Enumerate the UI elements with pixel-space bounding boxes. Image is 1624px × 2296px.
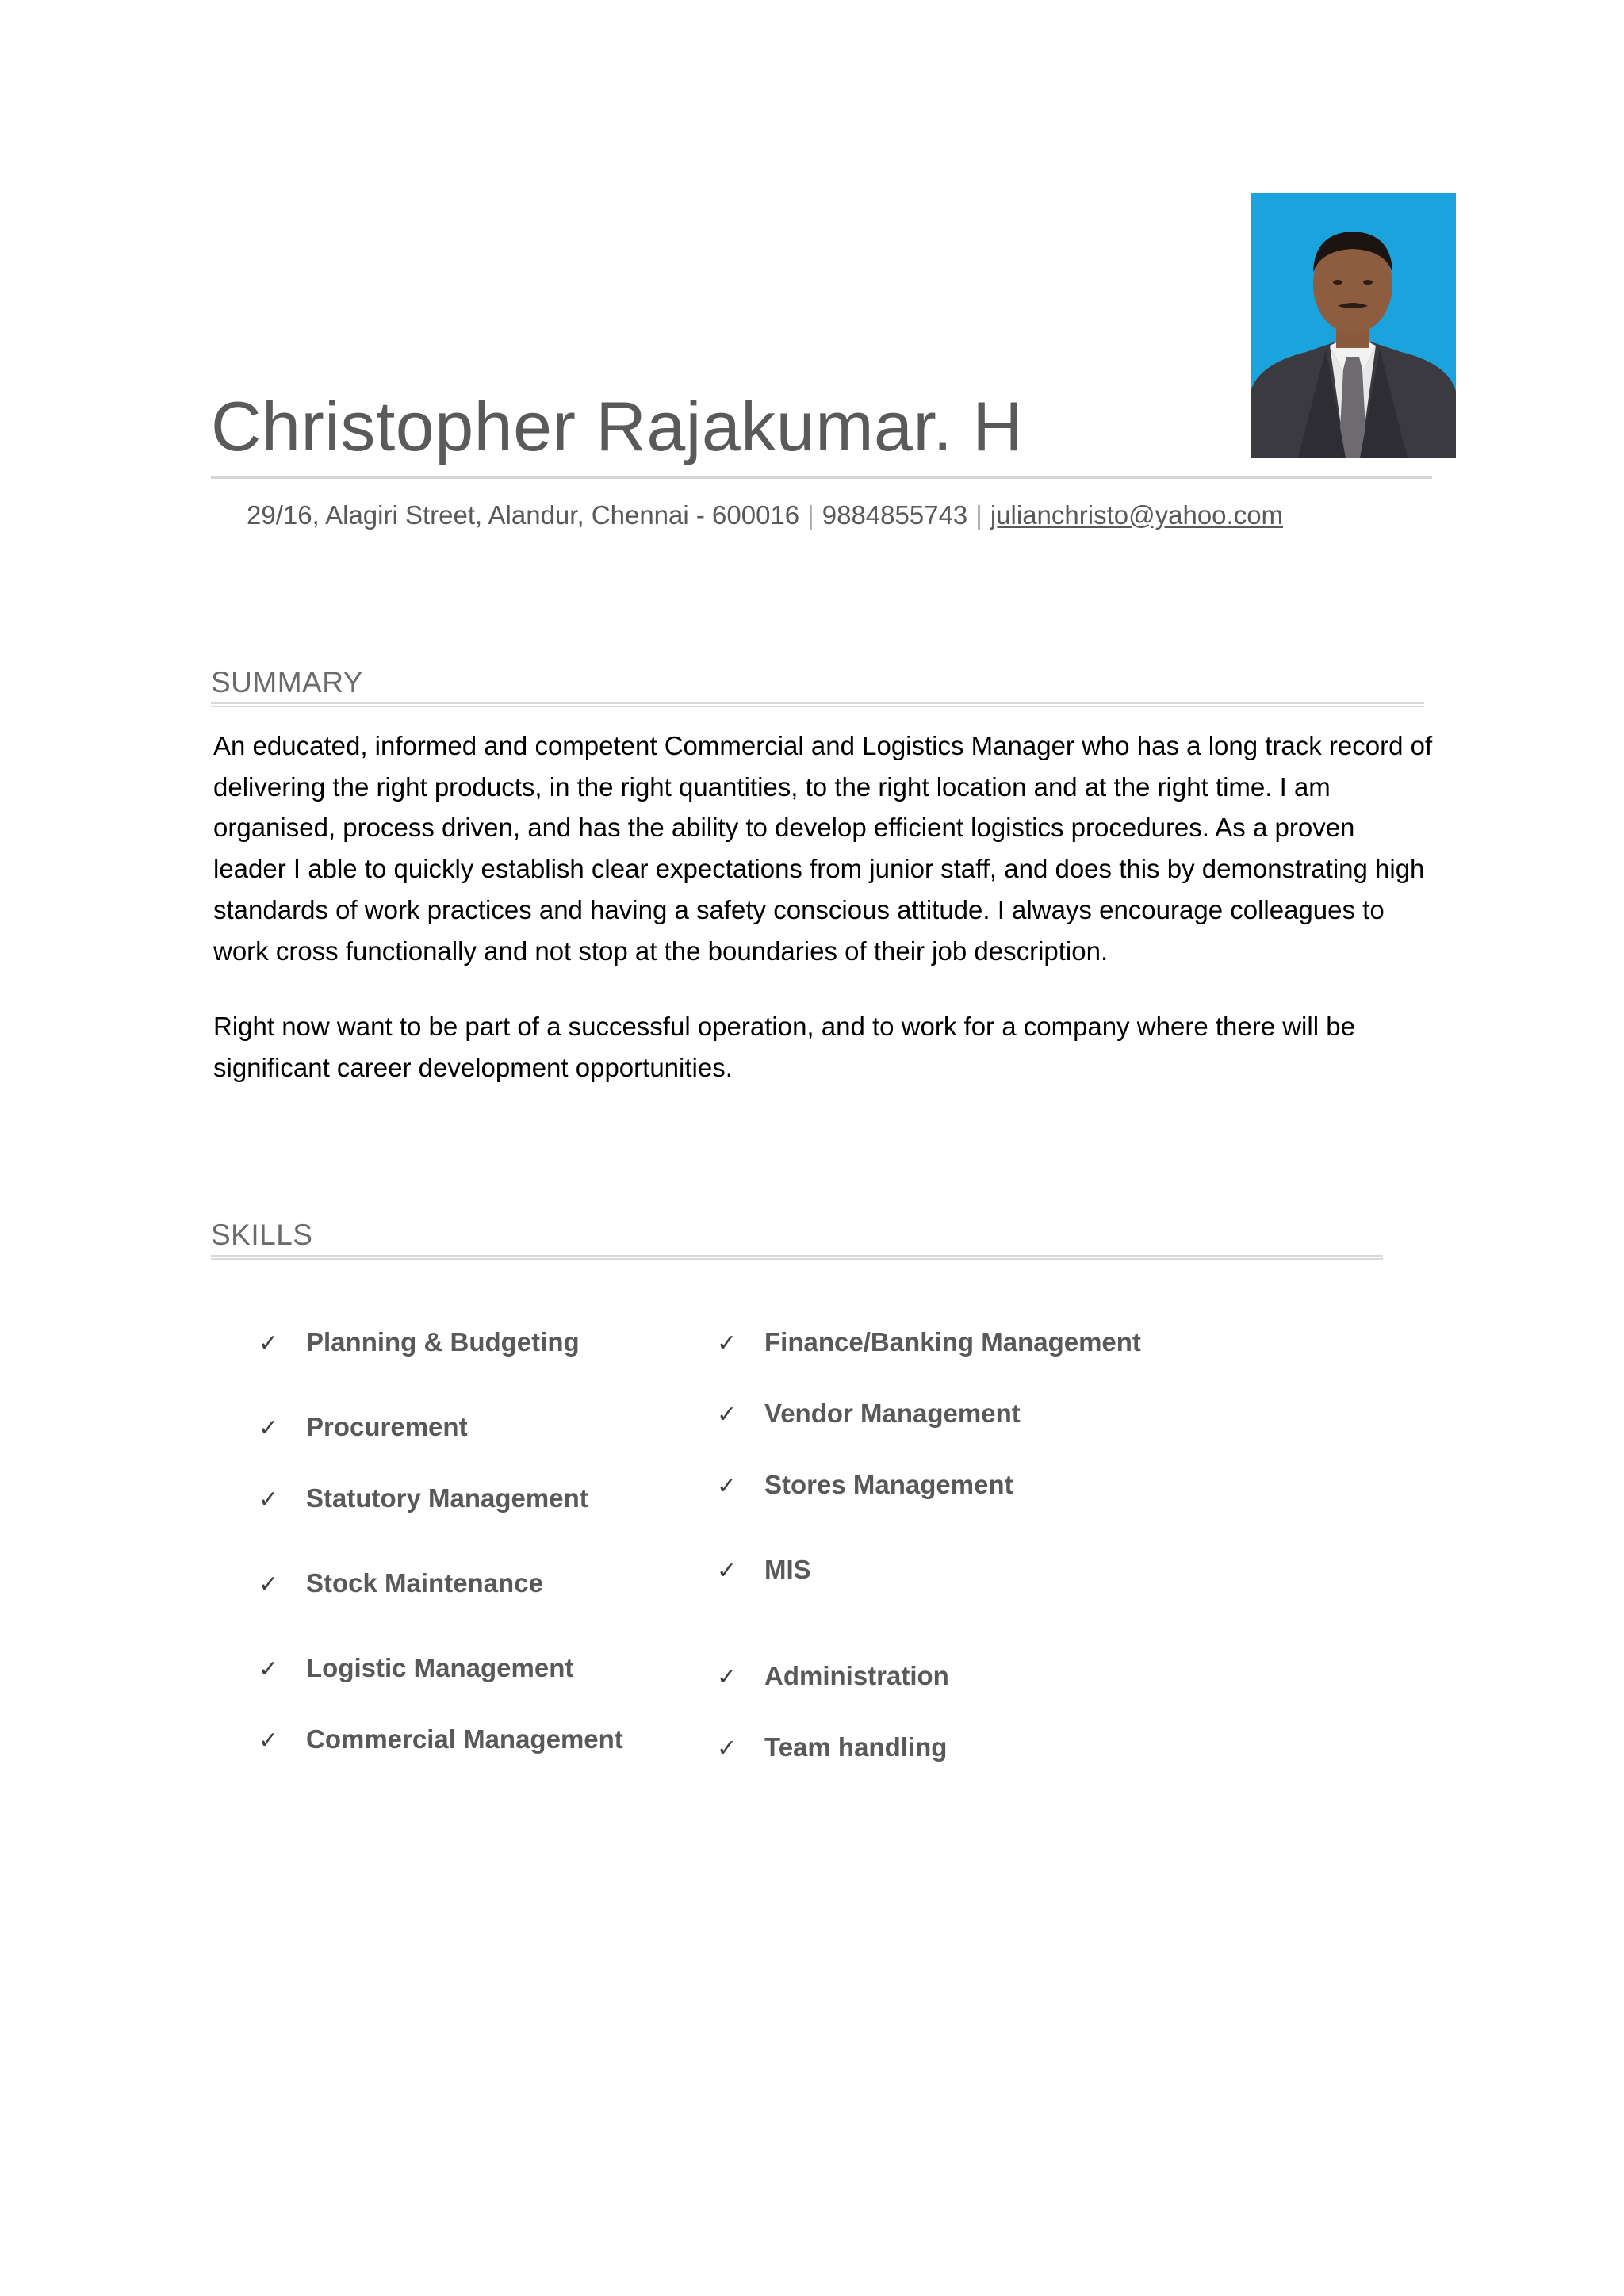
profile-photo [1251,193,1456,458]
skill-item [717,1732,947,1762]
summary-body [213,725,1434,1089]
skill-item [717,1661,949,1691]
checkmark-icon: ✓ [259,1571,279,1598]
skills-heading: SKILLS [211,1219,313,1251]
address-text: 29/16, Alagiri Street, Alandur, Chennai - 600016 [247,500,800,530]
skill-label: Administration [764,1661,949,1690]
skill-item [717,1470,1013,1500]
summary-paragraph: An educated, informed and competent Commercial and Logistics Manager who has a long track record of delivering the right products, in the right quantities, to the right location and at the right time. I am organised, process driven, and has the ability to develop efficient logistics procedures. As a proven leader I able to quickly establish clear expectations from junior staff, and does this by demonstrating high standards of work practices and having a safety conscious attitude. I always encourage colleagues to work cross functionally and not stop at the boundaries of their job description. [213,731,1433,966]
skills-divider [211,1255,1383,1260]
skill-label: Vendor Management [764,1399,1021,1428]
checkmark-icon: ✓ [717,1557,737,1585]
contact-separator: | [975,500,982,530]
skill-label: Procurement [306,1412,468,1441]
skill-item [717,1399,1021,1429]
checkmark-icon: ✓ [259,1727,279,1755]
skill-item [717,1555,811,1585]
candidate-name: Christopher Rajakumar. H [211,387,1024,465]
summary-paragraph: Right now want to be part of a successful operation, and to work for a company where there will be significant career development opportunities. [213,1012,1355,1082]
checkmark-icon: ✓ [717,1735,737,1762]
skill-label: Logistic Management [306,1653,574,1682]
checkmark-icon: ✓ [717,1472,737,1500]
summary-heading: SUMMARY [211,666,363,698]
skill-item [259,1568,543,1598]
skill-label: MIS [764,1555,811,1584]
skill-item [259,1412,468,1442]
skill-label: Team handling [764,1732,948,1762]
checkmark-icon: ✓ [259,1655,279,1683]
skill-label: Commercial Management [306,1724,623,1754]
checkmark-icon: ✓ [259,1486,279,1513]
skill-item [717,1327,1141,1357]
skill-label: Statutory Management [306,1483,588,1513]
checkmark-icon: ✓ [717,1330,737,1357]
name-divider [211,476,1432,479]
checkmark-icon: ✓ [717,1401,737,1429]
skill-label: Finance/Banking Management [764,1327,1141,1357]
checkmark-icon: ✓ [259,1414,279,1442]
email-link[interactable]: julianchristo@yahoo.com [990,500,1284,530]
phone-text: 9884855743 [822,500,968,530]
skill-item [259,1653,573,1683]
skill-label: Stores Management [764,1470,1013,1499]
checkmark-icon: ✓ [717,1663,737,1691]
skill-label: Stock Maintenance [306,1568,543,1598]
contact-line [247,498,1283,533]
checkmark-icon: ✓ [259,1330,279,1357]
skill-item [259,1327,580,1357]
skill-item [259,1483,588,1513]
summary-divider [211,702,1424,707]
skill-label: Planning & Budgeting [306,1327,580,1357]
contact-separator: | [807,500,814,530]
skill-item [259,1724,623,1755]
